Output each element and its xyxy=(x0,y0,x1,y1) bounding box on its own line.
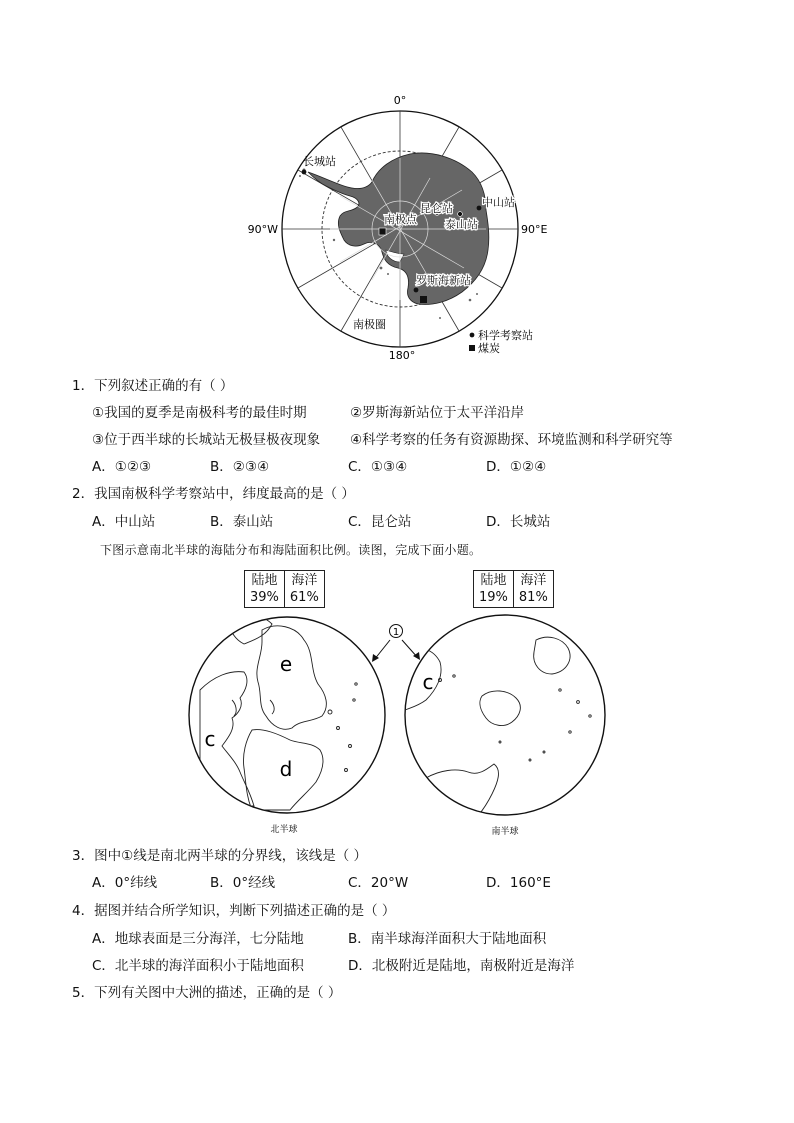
marker-zhongshan xyxy=(477,206,482,211)
question-2-stem: 2．我国南极科学考察站中，纬度最高的是（ ） xyxy=(72,486,355,502)
q1-option-c[interactable]: C．①③④ xyxy=(348,459,408,475)
label-180deg: 180° xyxy=(388,349,416,362)
question-1-stem: 1．下列叙述正确的有（ ） xyxy=(72,378,234,394)
q1-statement-3: ③位于西半球的长城站无极昼极夜现象 xyxy=(92,432,321,448)
q4-option-a[interactable]: A．地球表面是三分海洋，七分陆地 xyxy=(92,931,304,947)
north-land-cell xyxy=(245,571,284,607)
label-kunlun: 昆仑站 xyxy=(420,202,453,215)
q3-option-d[interactable]: D．160°E xyxy=(486,875,551,891)
q2-option-b[interactable]: B．泰山站 xyxy=(210,514,274,530)
south-land-pct: 19% xyxy=(479,590,508,605)
south-ocean-pct: 81% xyxy=(518,590,548,605)
q2-option-a[interactable]: A．中山站 xyxy=(92,514,156,530)
label-taishan: 泰山站 xyxy=(445,218,478,231)
north-ratio-box xyxy=(244,570,325,608)
intro-text: 下图示意南北半球的海陆分布和海陆面积比例。读图，完成下面小题。 xyxy=(100,543,482,557)
label-90e: 90°E xyxy=(521,223,548,236)
marker-south-pole xyxy=(379,228,386,235)
label-antarctic-circle: 南极圈 xyxy=(353,318,386,331)
south-ocean-label: 海洋 xyxy=(520,573,547,588)
question-3-stem: 3．图中①线是南北两半球的分界线，该线是（ ） xyxy=(72,848,367,864)
north-ocean-cell xyxy=(284,571,324,607)
north-hemisphere-map xyxy=(189,615,385,835)
q4-option-d[interactable]: D．北极附近是陆地，南极附近是海洋 xyxy=(348,958,575,974)
south-label-c: c xyxy=(422,670,434,694)
label-ross-sea: 罗斯海新站 xyxy=(416,274,471,287)
north-ocean-label: 海洋 xyxy=(291,573,318,588)
q1-option-a[interactable]: A．①②③ xyxy=(92,459,152,475)
legend-coal-icon xyxy=(469,345,475,351)
south-ocean-cell xyxy=(513,571,553,607)
south-land-cell xyxy=(474,571,513,607)
marker-great-wall xyxy=(302,170,307,175)
marker-coal xyxy=(420,296,427,303)
q2-option-d[interactable]: D．长城站 xyxy=(486,514,551,530)
q4-option-c[interactable]: C．北半球的海洋面积小于陆地面积 xyxy=(92,958,304,974)
legend-station-icon xyxy=(470,333,475,338)
q1-option-b[interactable]: B．②③④ xyxy=(210,459,270,475)
marker-taishan xyxy=(458,212,463,217)
south-caption: 南半球 xyxy=(491,827,519,837)
question-4-stem: 4．据图并结合所学知识，判断下列描述正确的是（ ） xyxy=(72,903,396,919)
label-90w: 90°W xyxy=(247,223,278,236)
north-ocean-pct: 61% xyxy=(289,590,319,605)
north-label-d: d xyxy=(279,757,293,781)
label-zhongshan: 中山站 xyxy=(482,196,515,209)
label-great-wall: 长城站 xyxy=(303,155,336,168)
question-5-stem: 5．下列有关图中大洲的描述，正确的是（ ） xyxy=(72,985,342,1001)
marker-ross-sea xyxy=(414,288,419,293)
north-label-e: e xyxy=(279,652,293,676)
south-land-label: 陆地 xyxy=(480,573,507,588)
q4-option-b[interactable]: B．南半球海洋面积大于陆地面积 xyxy=(348,931,547,947)
north-label-c: c xyxy=(204,727,216,751)
boundary-line-marker xyxy=(372,625,420,663)
label-0deg: 0° xyxy=(393,94,407,107)
q3-option-c[interactable]: C．20°W xyxy=(348,875,409,891)
q2-option-c[interactable]: C．昆仑站 xyxy=(348,514,412,530)
hemisphere-maps xyxy=(180,605,620,837)
q1-statement-1: ①我国的夏季是南极科考的最佳时期 xyxy=(92,405,307,421)
q3-option-b[interactable]: B．0°经线 xyxy=(210,875,276,891)
legend-coal-label: 煤炭 xyxy=(478,342,500,355)
south-hemisphere-map xyxy=(405,615,605,837)
legend-station-label: 科学考察站 xyxy=(478,329,533,342)
label-south-pole: 南极点 xyxy=(384,213,417,226)
antarctic-map xyxy=(240,88,560,368)
south-ratio-box xyxy=(473,570,554,608)
q1-statement-2: ②罗斯海新站位于太平洋沿岸 xyxy=(350,405,525,421)
q1-statement-4: ④科学考察的任务有资源勘探、环境监测和科学研究等 xyxy=(350,432,673,448)
north-land-label: 陆地 xyxy=(251,573,278,588)
north-caption: 北半球 xyxy=(270,825,298,835)
q1-option-d[interactable]: D．①②④ xyxy=(486,459,547,475)
boundary-line-marker-number: 1 xyxy=(392,627,400,638)
north-land-pct: 39% xyxy=(250,590,279,605)
q3-option-a[interactable]: A．0°纬线 xyxy=(92,875,158,891)
